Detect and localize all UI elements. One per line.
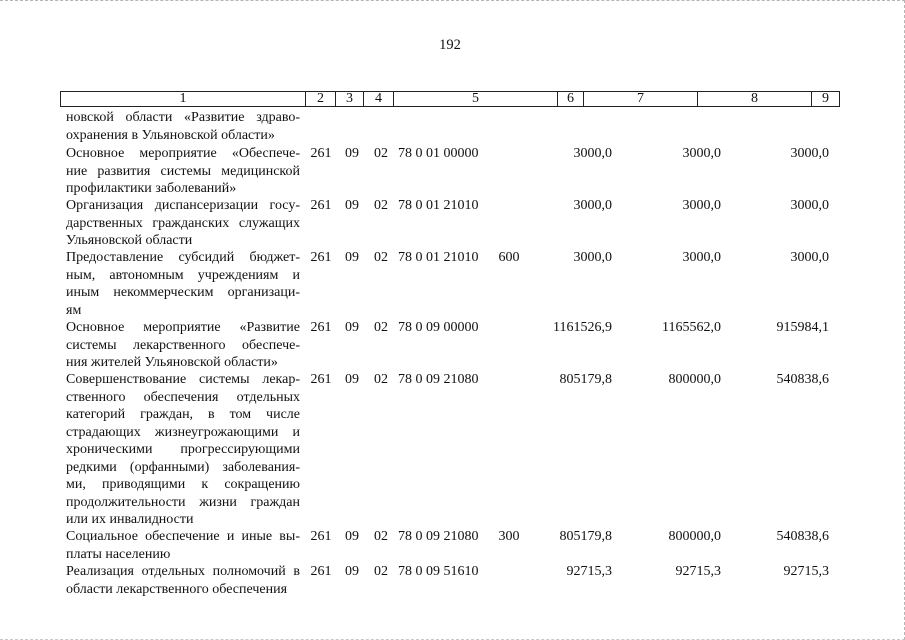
cell-c8: 800000,0 (668, 529, 721, 544)
cell-c7: 3000,0 (573, 146, 612, 161)
cell-c7: 3000,0 (573, 250, 612, 265)
header-col-5: 5 (393, 92, 557, 106)
cell-c5: 78 0 01 21010 (398, 198, 479, 213)
cell-c3: 09 (345, 250, 359, 265)
row-name-line: ям (66, 302, 82, 318)
header-col-2: 2 (305, 92, 335, 106)
row-name-line: продолжительности жизни граждан (66, 494, 300, 510)
cell-c5: 78 0 01 21010 (398, 250, 479, 265)
cell-c3: 09 (345, 529, 359, 544)
cell-c8: 92715,3 (675, 564, 721, 579)
cell-c9: 540838,6 (776, 372, 829, 387)
cell-c7: 805179,8 (559, 372, 612, 387)
row-name-line: Организация диспансеризации госу- (66, 198, 300, 213)
row-name (66, 197, 300, 250)
table-header-row (60, 91, 840, 107)
row-name-line: Реализация отдельных полномочий в (66, 564, 300, 579)
cell-c4: 02 (374, 372, 388, 387)
cell-c9: 3000,0 (790, 146, 829, 161)
row-name-line: ния жителей Ульяновской области» (66, 355, 278, 370)
row-name-line: ственного обеспечения отдельных (66, 389, 300, 405)
row-name-line: Основное мероприятие «Обеспече- (66, 146, 300, 161)
row-name (66, 249, 300, 319)
row-name (66, 319, 300, 372)
cell-c5: 78 0 09 21080 (398, 372, 479, 387)
header-col-4: 4 (363, 92, 393, 106)
row-name (66, 371, 300, 529)
cell-c3: 09 (345, 320, 359, 335)
cell-c4: 02 (374, 564, 388, 579)
cell-c9: 3000,0 (790, 198, 829, 213)
cell-c4: 02 (374, 250, 388, 265)
row-name-line: области лекарственного обеспечения (66, 581, 288, 597)
cell-c4: 02 (374, 198, 388, 213)
header-col-8: 8 (697, 92, 811, 106)
row-name-line: или их инвалидности (66, 512, 194, 527)
cell-c2: 261 (310, 250, 332, 265)
cell-c2: 261 (310, 320, 332, 335)
row-name-line: редкими (орфанными) заболевания- (66, 459, 300, 475)
cell-c6: 600 (498, 250, 520, 265)
cell-c8: 3000,0 (682, 250, 721, 265)
cell-c9: 915984,1 (776, 320, 829, 335)
header-col-1: 1 (179, 91, 187, 106)
cell-c3: 09 (345, 564, 359, 579)
cell-c5: 78 0 09 00000 (398, 320, 479, 335)
row-name (66, 528, 300, 563)
header-col-9: 9 (811, 92, 839, 106)
cell-c9: 540838,6 (776, 529, 829, 544)
cell-c9: 3000,0 (790, 250, 829, 265)
row-name-line: новской области «Развитие здраво- (66, 110, 300, 125)
row-name-line: ми, приводящими к сокращению (66, 477, 300, 492)
cell-c7: 1161526,9 (553, 320, 612, 335)
row-name-line: профилактики заболеваний» (66, 181, 237, 196)
row-name-line: охранения в Ульяновской области» (66, 127, 275, 143)
cell-c7: 92715,3 (566, 564, 612, 579)
row-name-line: иным некоммерческим организаци- (66, 285, 300, 300)
row-name (66, 145, 300, 198)
cell-c2: 261 (310, 372, 332, 387)
row-name-line: категорий граждан, в том числе (66, 407, 300, 422)
row-name-line: страдающих жизнеугрожающими и (66, 424, 300, 440)
row-name-line: Предоставление субсидий бюджет- (66, 250, 300, 265)
cell-c8: 1165562,0 (662, 320, 721, 335)
row-name-line: ние развития системы медицинской (66, 163, 300, 179)
cell-c2: 261 (310, 529, 332, 544)
cell-c3: 09 (345, 198, 359, 213)
cell-c8: 3000,0 (682, 198, 721, 213)
cell-c4: 02 (374, 529, 388, 544)
header-col-3: 3 (335, 92, 363, 106)
cell-c2: 261 (310, 198, 332, 213)
row-name-line: Совершенствование системы лекар- (66, 372, 300, 387)
header-col-7: 7 (583, 92, 697, 106)
cell-c2: 261 (310, 564, 332, 579)
cell-c7: 3000,0 (573, 198, 612, 213)
row-name-line: системы лекарственного обеспече- (66, 337, 300, 353)
row-name-line: ным, автономным учреждениям и (66, 267, 300, 283)
row-name (66, 109, 300, 144)
row-name (66, 563, 300, 598)
cell-c4: 02 (374, 320, 388, 335)
cell-c5: 78 0 09 21080 (398, 529, 479, 544)
cell-c5: 78 0 09 51610 (398, 564, 479, 579)
row-name-line: Социальное обеспечение и иные вы- (66, 529, 300, 544)
page-number: 192 (439, 37, 461, 53)
cell-c8: 3000,0 (682, 146, 721, 161)
header-col-6: 6 (557, 92, 583, 106)
cell-c3: 09 (345, 146, 359, 161)
row-name-line: дарственных гражданских служащих (66, 215, 300, 231)
cell-c8: 800000,0 (668, 372, 721, 387)
cell-c4: 02 (374, 146, 388, 161)
cell-c3: 09 (345, 372, 359, 387)
row-name-line: платы населению (66, 546, 171, 562)
cell-c2: 261 (310, 146, 332, 161)
row-name-line: Основное мероприятие «Развитие (66, 320, 300, 335)
row-name-line: хроническими прогрессирующими (66, 442, 300, 457)
row-name-line: Ульяновской области (66, 233, 193, 248)
cell-c9: 92715,3 (783, 564, 829, 579)
cell-c5: 78 0 01 00000 (398, 146, 479, 161)
cell-c6: 300 (498, 529, 520, 544)
cell-c7: 805179,8 (559, 529, 612, 544)
